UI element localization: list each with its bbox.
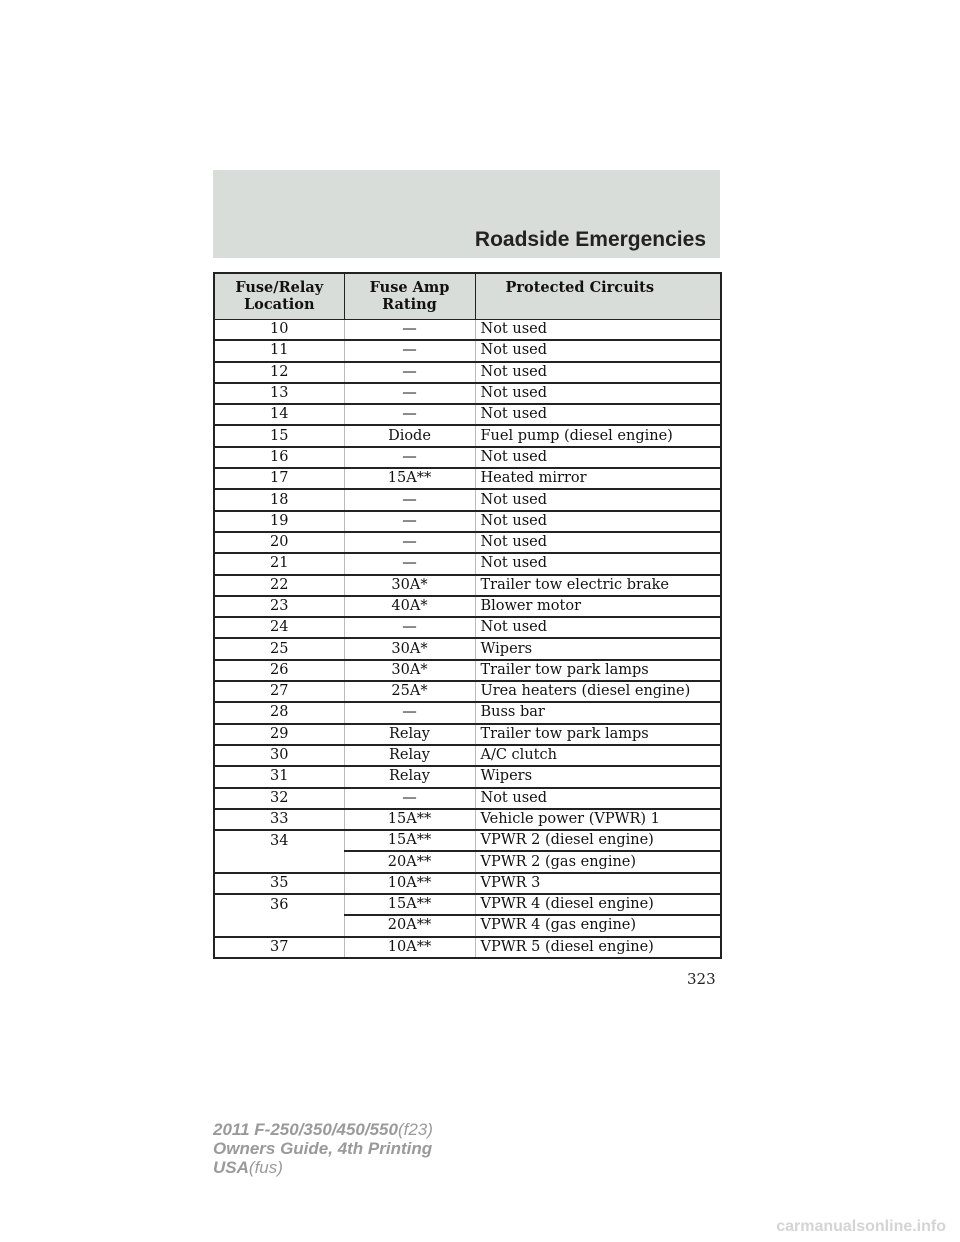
cell-rating: 15A** (344, 468, 475, 489)
cell-location: 24 (214, 617, 344, 638)
cell-location: 37 (214, 937, 344, 958)
table-row (214, 681, 721, 702)
table-row (214, 362, 721, 383)
cell-location: 31 (214, 766, 344, 787)
cell-location: 12 (214, 362, 344, 383)
cell-circuit: Not used (475, 788, 721, 809)
table-row (214, 830, 721, 851)
section-header-band (213, 170, 720, 258)
cell-circuit: Trailer tow park lamps (475, 724, 721, 745)
cell-location: 13 (214, 383, 344, 404)
page-number: 323 (687, 970, 716, 988)
cell-circuit: Not used (475, 320, 721, 341)
cell-rating: 40A* (344, 596, 475, 617)
cell-location: 15 (214, 425, 344, 446)
cell-location: 18 (214, 489, 344, 510)
cell-circuit: Fuel pump (diesel engine) (475, 425, 721, 446)
header-rating (344, 273, 475, 320)
footer-line-1 (213, 1120, 433, 1139)
table-row (214, 788, 721, 809)
cell-rating: Diode (344, 425, 475, 446)
cell-rating: 20A** (344, 915, 475, 936)
cell-circuit: Not used (475, 553, 721, 574)
table-row (214, 320, 721, 341)
table-row (214, 724, 721, 745)
cell-circuit: Wipers (475, 766, 721, 787)
cell-location: 35 (214, 873, 344, 894)
cell-rating: 20A** (344, 851, 475, 872)
section-title: Roadside Emergencies (474, 228, 706, 251)
cell-rating: — (344, 320, 475, 341)
cell-location: 27 (214, 681, 344, 702)
footer-model: 2011 F-250/350/450/550 (213, 1120, 398, 1139)
cell-circuit: VPWR 2 (gas engine) (475, 851, 721, 872)
table-row (214, 511, 721, 532)
cell-circuit: Wipers (475, 638, 721, 659)
table-row (214, 766, 721, 787)
cell-circuit: Urea heaters (diesel engine) (475, 681, 721, 702)
table-row (214, 638, 721, 659)
cell-circuit: Not used (475, 340, 721, 361)
cell-location: 21 (214, 553, 344, 574)
cell-circuit: VPWR 4 (diesel engine) (475, 894, 721, 915)
table-row (214, 745, 721, 766)
table-row (214, 404, 721, 425)
cell-rating: — (344, 617, 475, 638)
table-row (214, 702, 721, 723)
table-row (214, 383, 721, 404)
footer-line-2: Owners Guide, 4th Printing (213, 1139, 433, 1158)
cell-rating: — (344, 362, 475, 383)
table-row (214, 915, 721, 936)
cell-circuit: Heated mirror (475, 468, 721, 489)
cell-rating: 30A* (344, 660, 475, 681)
cell-location: 11 (214, 340, 344, 361)
cell-rating: — (344, 489, 475, 510)
cell-rating: — (344, 340, 475, 361)
footer-region: USA (213, 1158, 249, 1177)
cell-location: 36 (214, 894, 344, 915)
header-location-line2: Location (243, 296, 315, 313)
cell-circuit: VPWR 3 (475, 873, 721, 894)
cell-location: 23 (214, 596, 344, 617)
table-row (214, 447, 721, 468)
header-rating-line2: Rating (382, 296, 437, 313)
cell-circuit: Not used (475, 617, 721, 638)
cell-rating: 10A** (344, 937, 475, 958)
table-row (214, 575, 721, 596)
cell-circuit: A/C clutch (475, 745, 721, 766)
cell-circuit: Not used (475, 362, 721, 383)
table-row (214, 617, 721, 638)
cell-circuit: Vehicle power (VPWR) 1 (475, 809, 721, 830)
table-row (214, 553, 721, 574)
footer-region-code: (fus) (248, 1158, 283, 1177)
table-row (214, 468, 721, 489)
cell-location (214, 915, 344, 936)
cell-location: 22 (214, 575, 344, 596)
table-row (214, 873, 721, 894)
cell-rating: Relay (344, 745, 475, 766)
table-row (214, 894, 721, 915)
cell-rating: — (344, 447, 475, 468)
table-row (214, 340, 721, 361)
cell-circuit: Not used (475, 383, 721, 404)
cell-circuit: Not used (475, 447, 721, 468)
footer-model-code: (f23) (397, 1120, 433, 1139)
cell-location: 32 (214, 788, 344, 809)
cell-circuit: VPWR 5 (diesel engine) (475, 937, 721, 958)
cell-circuit: Not used (475, 404, 721, 425)
cell-location: 25 (214, 638, 344, 659)
footer-line-3 (213, 1158, 433, 1177)
cell-circuit: Buss bar (475, 702, 721, 723)
cell-circuit: Trailer tow park lamps (475, 660, 721, 681)
cell-location: 16 (214, 447, 344, 468)
cell-rating: — (344, 553, 475, 574)
cell-location: 10 (214, 320, 344, 341)
cell-rating: Relay (344, 766, 475, 787)
footer (213, 1120, 433, 1177)
cell-circuit: Not used (475, 489, 721, 510)
cell-rating: 25A* (344, 681, 475, 702)
header-location-line1: Fuse/Relay (235, 279, 324, 296)
cell-rating: — (344, 404, 475, 425)
table-row (214, 809, 721, 830)
table-row (214, 596, 721, 617)
cell-rating: 30A* (344, 638, 475, 659)
table-row (214, 937, 721, 958)
table-row (214, 489, 721, 510)
cell-rating: — (344, 383, 475, 404)
cell-rating: — (344, 788, 475, 809)
cell-rating: 15A** (344, 894, 475, 915)
cell-circuit: VPWR 4 (gas engine) (475, 915, 721, 936)
table-row (214, 660, 721, 681)
cell-rating: 10A** (344, 873, 475, 894)
table-header (214, 273, 721, 320)
cell-location: 30 (214, 745, 344, 766)
table-body (214, 320, 721, 958)
cell-rating: — (344, 511, 475, 532)
cell-location: 33 (214, 809, 344, 830)
cell-location: 14 (214, 404, 344, 425)
cell-circuit: Not used (475, 532, 721, 553)
cell-rating: 15A** (344, 830, 475, 851)
cell-rating: 30A* (344, 575, 475, 596)
cell-location: 28 (214, 702, 344, 723)
header-location (214, 273, 344, 320)
cell-rating: 15A** (344, 809, 475, 830)
header-circuits-line1: Protected Circuits (505, 279, 655, 296)
table-header-row (214, 273, 721, 320)
cell-circuit: Trailer tow electric brake (475, 575, 721, 596)
cell-circuit: VPWR 2 (diesel engine) (475, 830, 721, 851)
cell-rating: Relay (344, 724, 475, 745)
cell-rating: — (344, 702, 475, 723)
cell-location: 19 (214, 511, 344, 532)
watermark: carmanualsonline.info (776, 1218, 946, 1235)
header-circuits (475, 273, 721, 320)
cell-circuit: Not used (475, 511, 721, 532)
cell-location: 34 (214, 830, 344, 851)
fuse-table (213, 272, 722, 959)
cell-location: 26 (214, 660, 344, 681)
table-row (214, 532, 721, 553)
table-row (214, 851, 721, 872)
cell-location: 20 (214, 532, 344, 553)
table-row (214, 425, 721, 446)
header-rating-line1: Fuse Amp (369, 279, 450, 296)
cell-location: 29 (214, 724, 344, 745)
cell-circuit: Blower motor (475, 596, 721, 617)
cell-location: 17 (214, 468, 344, 489)
cell-rating: — (344, 532, 475, 553)
cell-location (214, 851, 344, 872)
